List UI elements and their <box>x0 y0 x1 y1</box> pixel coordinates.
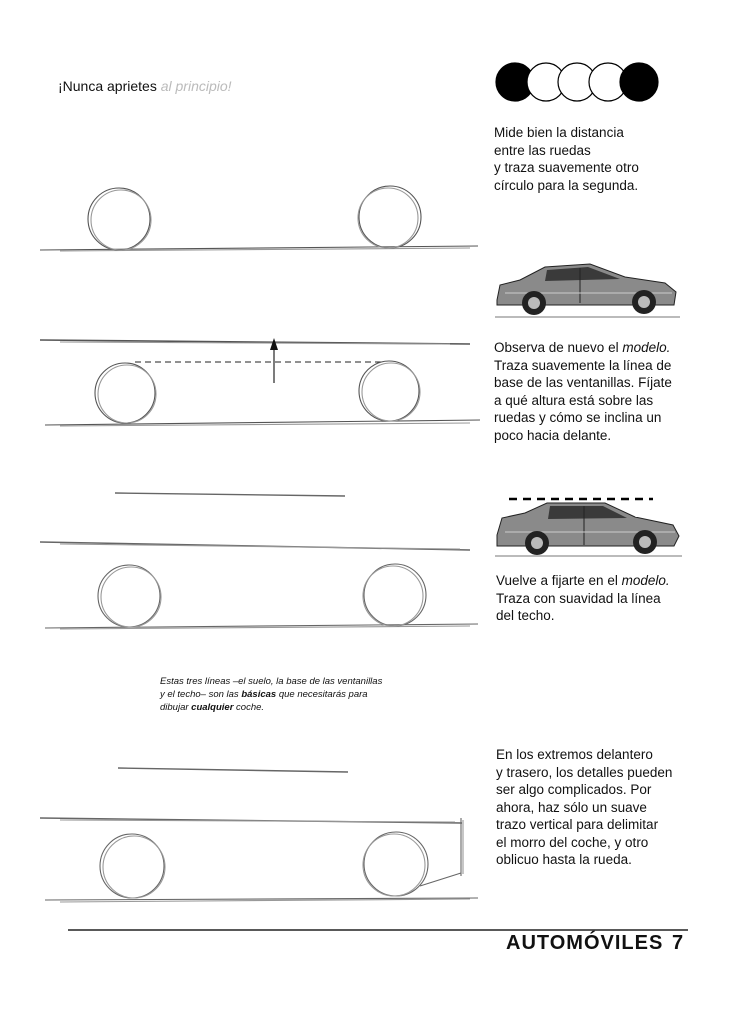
step3-text <box>496 572 721 625</box>
step2-drawing <box>40 338 480 426</box>
step2-text <box>494 339 719 444</box>
caption-c: que necesitarás para dibujar <box>160 689 368 713</box>
step1-drawing <box>40 186 478 251</box>
progress-circles-icon <box>496 63 658 101</box>
step1-text: Mide bien la distancia entre las ruedas y traza suavemente otro círculo para la segunda. <box>494 125 639 193</box>
caption-bold-1: básicas <box>241 689 277 700</box>
heading-main: ¡Nunca aprietes <box>58 78 161 94</box>
basic-lines-caption <box>160 675 388 714</box>
car-model-photo-2 <box>495 499 682 556</box>
step3-text-em: modelo. <box>621 573 670 588</box>
step2-text-em: modelo. <box>622 340 671 355</box>
step3-drawing <box>40 493 478 629</box>
step4-text: En los extremos delantero y trasero, los detalles pueden ser algo complicados. Por ahora, haz sólo un suave trazo vertical para delimitar el morro del coche, y otro oblicuo hasta la rueda. <box>496 747 673 867</box>
footer-section-title: AUTOMÓVILES <box>506 932 664 954</box>
step4-drawing <box>40 768 478 902</box>
step2-text-b: Traza suavemente la línea de base de las ventanillas. Fíjate a qué altura está sobre las ruedas y cómo se inclina un poco hacia delante. <box>494 357 672 443</box>
step2-text-a: Observa de nuevo el <box>494 340 623 355</box>
caption-a: Estas tres líneas –el suelo, la base de las ventanillas y el techo– son las <box>160 676 383 700</box>
heading-faint: al principio! <box>160 78 232 94</box>
step3-text-a: Vuelve a fijarte en el <box>496 573 622 588</box>
car-model-photo-1 <box>495 264 680 317</box>
step3-text-b: Traza con suavidad la línea del techo. <box>496 590 661 623</box>
caption-bold-2: cualquier <box>191 702 234 713</box>
page-number: 7 <box>672 932 685 954</box>
caption-d: coche. <box>233 702 265 713</box>
